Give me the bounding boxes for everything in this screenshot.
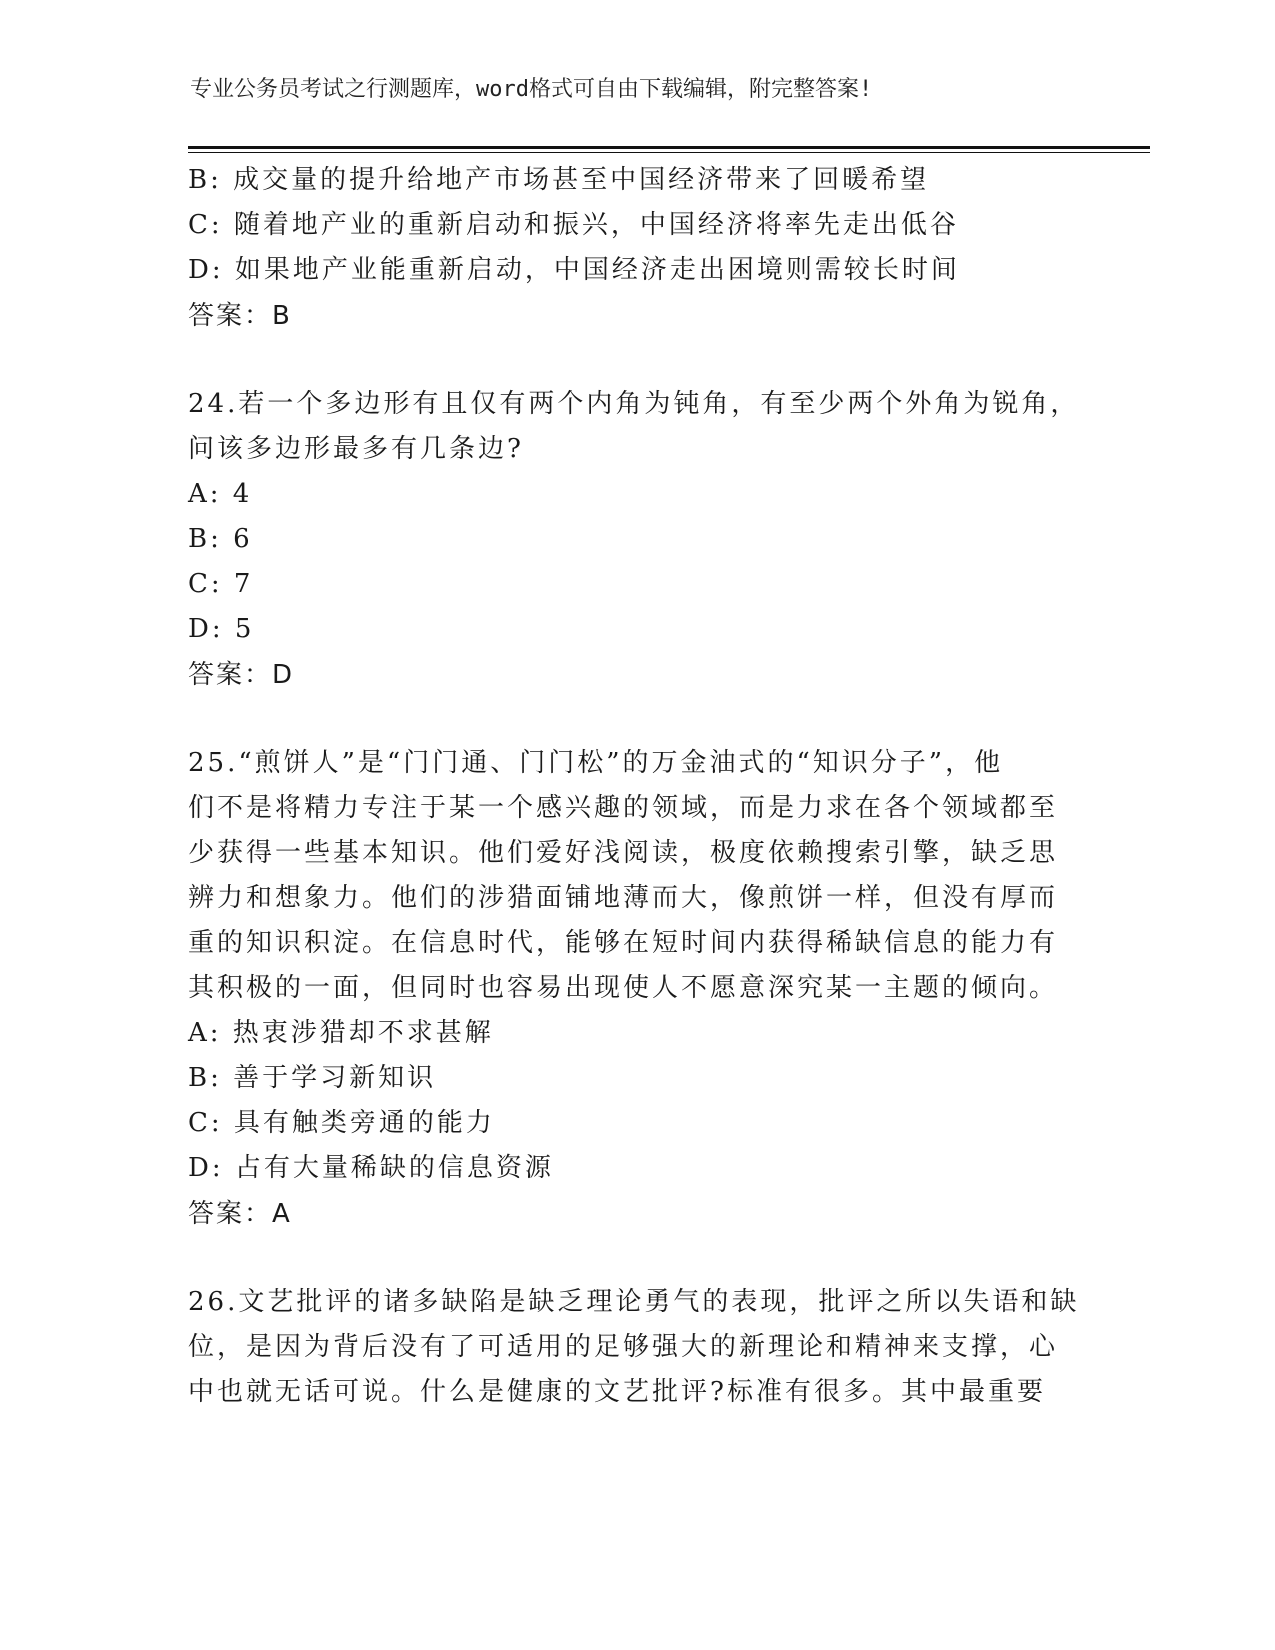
question-stem-line: 位，是因为背后没有了可适用的足够强大的新理论和精神来支撑，心 <box>188 1332 1059 1362</box>
page-header: 专业公务员考试之行测题库，word格式可自由下载编辑，附完整答案! <box>190 77 873 102</box>
option-b: B: 善于学习新知识 <box>188 1063 437 1093</box>
question-24 <box>188 382 1088 699</box>
option-d: D: 占有大量稀缺的信息资源 <box>188 1153 554 1183</box>
question-stem-line: 其积极的一面，但同时也容易出现使人不愿意深究某一主题的倾向。 <box>188 973 1059 1003</box>
header-rule <box>188 146 1150 149</box>
question-25 <box>188 741 1088 1238</box>
question-26 <box>188 1280 1088 1415</box>
answer-label: 答案：D <box>188 660 295 690</box>
answer-label: 答案：A <box>188 1199 292 1229</box>
answer-label: 答案：B <box>188 301 292 331</box>
option-b: B: 6 <box>188 524 253 554</box>
option-a: A: 4 <box>188 479 253 509</box>
option-c: C: 具有触类旁通的能力 <box>188 1108 495 1138</box>
question-content <box>188 158 1088 1415</box>
option-d: D: 5 <box>188 614 255 644</box>
option-c: C: 随着地产业的重新启动和振兴，中国经济将率先走出低谷 <box>188 210 959 240</box>
header-rule-thin <box>188 152 1150 153</box>
option-a: A: 热衷涉猎却不求甚解 <box>188 1018 494 1048</box>
question-stem-line: 们不是将精力专注于某一个感兴趣的领域，而是力求在各个领域都至 <box>188 793 1059 823</box>
question-stem-line: 问该多边形最多有几条边? <box>188 434 524 464</box>
question-stem-line: 24.若一个多边形有且仅有两个内角为钝角，有至少两个外角为锐角， <box>188 389 1080 419</box>
option-c: C: 7 <box>188 569 254 599</box>
question-stem-line: 少获得一些基本知识。他们爱好浅阅读，极度依赖搜索引擎，缺乏思 <box>188 838 1059 868</box>
option-d: D: 如果地产业能重新启动，中国经济走出困境则需较长时间 <box>188 255 960 285</box>
question-stem-line: 26.文艺批评的诸多缺陷是缺乏理论勇气的表现，批评之所以失语和缺 <box>188 1287 1080 1317</box>
question-23 <box>188 158 1088 340</box>
question-stem-line: 辨力和想象力。他们的涉猎面铺地薄而大，像煎饼一样，但没有厚而 <box>188 883 1059 913</box>
question-stem-line: 中也就无话可说。什么是健康的文艺批评?标准有很多。其中最重要 <box>188 1377 1046 1407</box>
question-stem-line: 重的知识积淀。在信息时代，能够在短时间内获得稀缺信息的能力有 <box>188 928 1059 958</box>
question-stem-line: 25.“煎饼人”是“门门通、门门松”的万金油式的“知识分子”，他 <box>188 748 1004 778</box>
option-b: B: 成交量的提升给地产市场甚至中国经济带来了回暖希望 <box>188 165 930 195</box>
